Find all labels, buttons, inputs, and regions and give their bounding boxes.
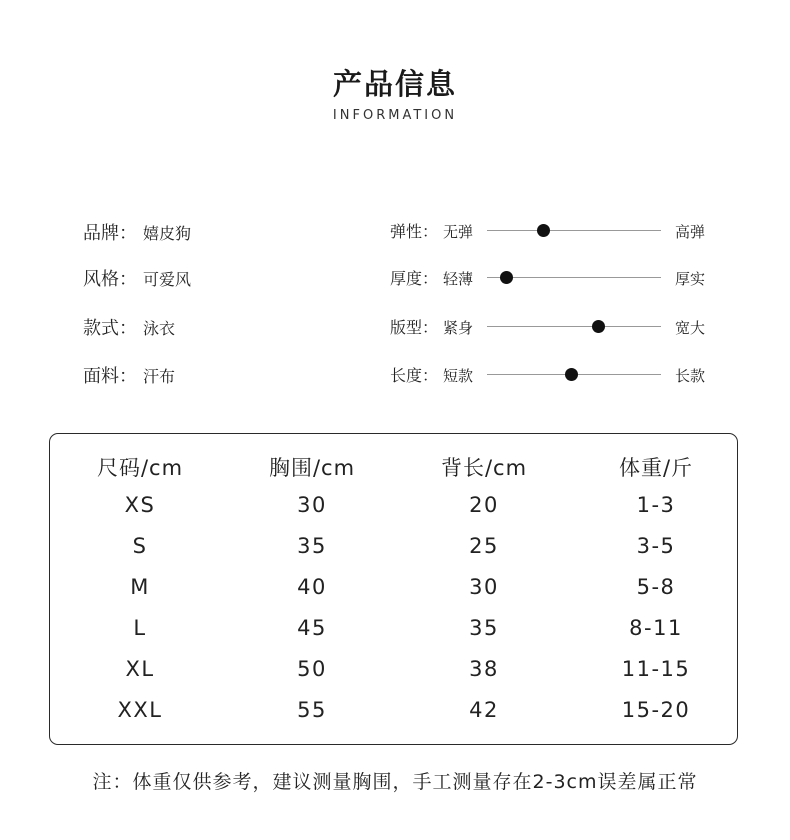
attribute-low-label: 轻薄 (443, 270, 474, 288)
info-label: 面料： (83, 366, 137, 387)
attribute-name: 长度： (390, 366, 439, 385)
attribute-high-label: 宽大 (675, 319, 706, 337)
table-cell: 20 (469, 493, 499, 517)
table-cell: 1-3 (636, 493, 676, 517)
table-cell: S (132, 534, 148, 558)
page-subtitle: INFORMATION (332, 108, 458, 123)
table-cell: 5-8 (636, 575, 676, 599)
attribute-track (487, 326, 661, 327)
attribute-fit (390, 315, 720, 339)
table-cell: 25 (469, 534, 499, 558)
attribute-low-label: 紧身 (443, 319, 474, 337)
attribute-high-label: 高弹 (675, 223, 706, 241)
attribute-track (487, 277, 661, 278)
table-cell: 45 (297, 616, 327, 640)
table-cell: 50 (297, 657, 327, 681)
attribute-name: 弹性： (390, 222, 439, 241)
attribute-low-label: 无弹 (443, 223, 474, 241)
table-cell: 30 (469, 575, 499, 599)
table-cell: 40 (297, 575, 327, 599)
table-header-weight: 体重/斤 (618, 456, 694, 480)
table-header-chest: 胸围/cm (268, 456, 356, 480)
table-cell: 42 (469, 698, 499, 722)
attribute-level-dot (565, 368, 578, 381)
attribute-high-label: 厚实 (675, 270, 706, 288)
table-cell: 55 (297, 698, 327, 722)
info-row-type (83, 314, 175, 338)
info-value: 泳衣 (143, 319, 176, 338)
info-row-brand (83, 219, 191, 243)
info-value: 可爱风 (143, 270, 192, 289)
attribute-level-dot (537, 224, 550, 237)
attribute-name: 版型： (390, 318, 439, 337)
attribute-name: 厚度： (390, 269, 439, 288)
table-cell: 35 (297, 534, 327, 558)
table-cell: 11-15 (621, 657, 691, 681)
table-cell: 30 (297, 493, 327, 517)
table-cell: 35 (469, 616, 499, 640)
table-header-back-length: 背长/cm (440, 456, 528, 480)
table-cell: M (130, 575, 150, 599)
attribute-track (487, 230, 661, 231)
info-value: 嬉皮狗 (143, 224, 192, 243)
info-label: 款式： (83, 318, 137, 339)
attribute-level-dot (592, 320, 605, 333)
table-cell: 8-11 (629, 616, 683, 640)
info-row-fabric (83, 362, 175, 386)
size-table (49, 433, 738, 745)
info-value: 汗布 (143, 367, 176, 386)
table-cell: 3-5 (636, 534, 676, 558)
table-header-size: 尺码/cm (96, 456, 184, 480)
table-cell: XL (125, 657, 155, 681)
info-row-style (83, 265, 191, 289)
table-cell: 15-20 (621, 698, 691, 722)
attribute-low-label: 短款 (443, 367, 474, 385)
info-label: 品牌： (83, 223, 137, 244)
table-cell: XXL (117, 698, 163, 722)
attribute-thickness (390, 266, 720, 290)
attribute-elasticity (390, 219, 720, 243)
page-title: 产品信息 (332, 67, 457, 101)
table-cell: XS (124, 493, 156, 517)
footnote: 注：体重仅供参考，建议测量胸围，手工测量存在2-3cm误差属正常 (92, 771, 698, 793)
attribute-high-label: 长款 (675, 367, 706, 385)
attribute-length (390, 363, 720, 387)
table-cell: 38 (469, 657, 499, 681)
info-label: 风格： (83, 269, 137, 290)
attribute-level-dot (500, 271, 513, 284)
table-cell: L (133, 616, 147, 640)
